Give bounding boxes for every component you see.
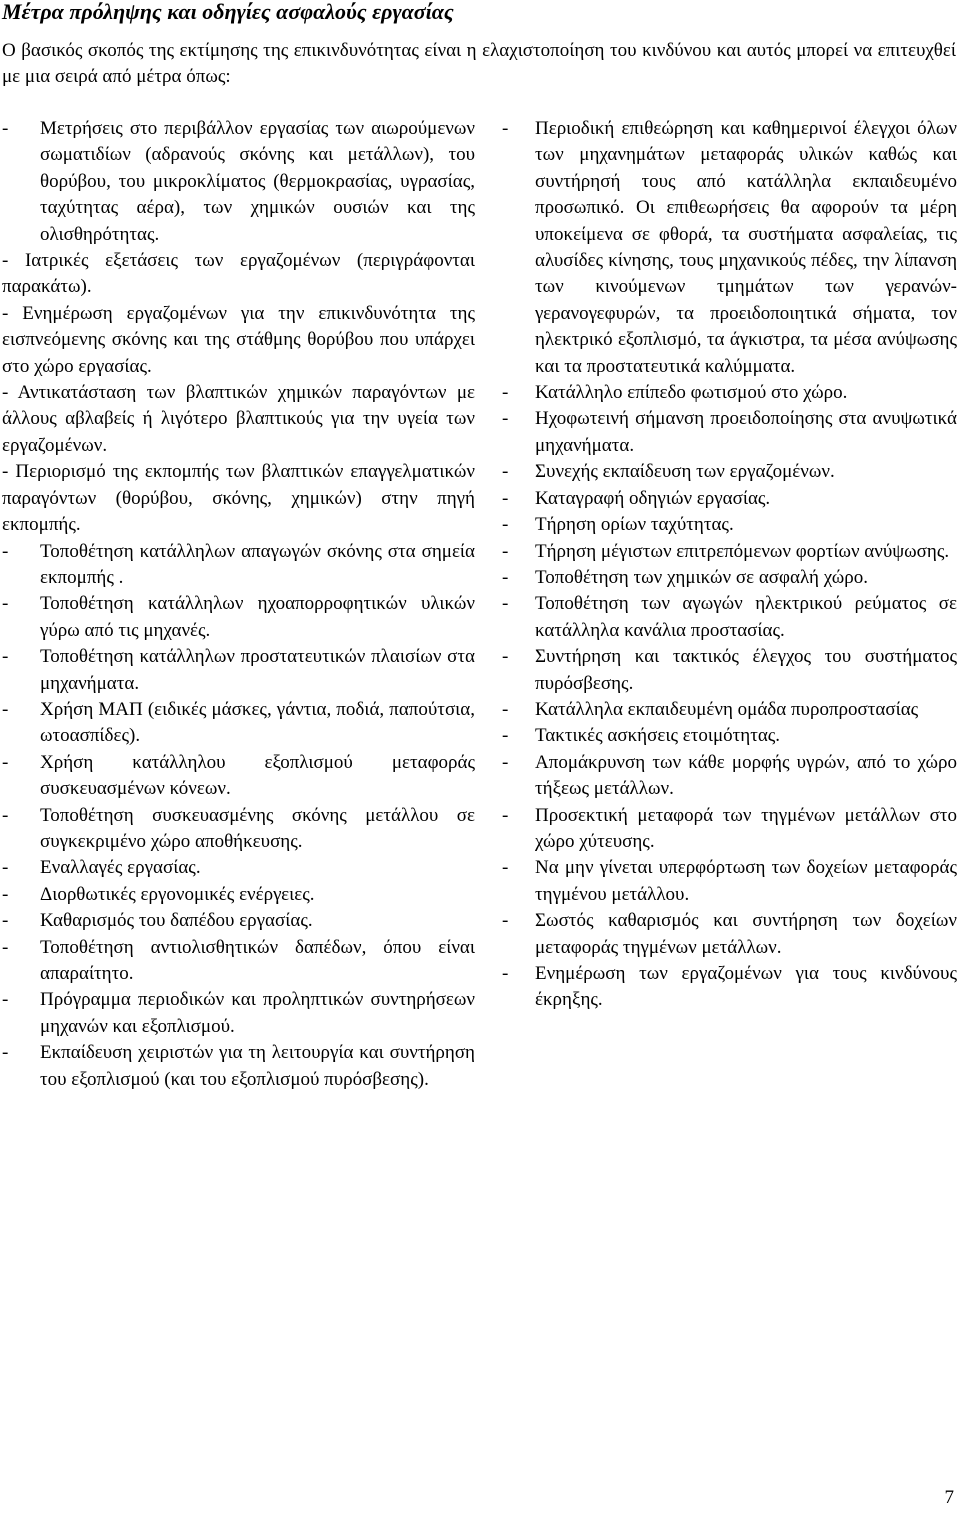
list-item-text: Μετρήσεις στο περιβάλλον εργασίας των αιωρούμενων σωματιδίων (αδρανούς σκόνης και μετάλλων), του θορύβου, του μικροκλίματος (θερμοκρασίας, υγρασίας, ταχύτητας αέρα), των χημικών ουσιών και της ολισθηρότητας. xyxy=(40,118,475,245)
list-item xyxy=(2,697,475,750)
list-item-text: - Περιορισμό της εκπομπής των βλαπτικών επαγγελματικών παραγόντων (θορύβου, σκόνης, χημικών) στην πηγή εκπομπής. xyxy=(2,461,475,536)
list-item xyxy=(502,697,957,723)
list-item-dash: - xyxy=(2,857,9,879)
list-item-dash: - xyxy=(2,118,9,139)
list-item-dash: - xyxy=(502,804,509,826)
list-item-text: Τήρηση μέγιστων επιτρεπόμενων φορτίων ανύψωσης. xyxy=(535,540,950,562)
list-item-text: - Ιατρικές εξετάσεις των εργαζομένων (περιγράφονται παρακάτω). xyxy=(2,250,475,298)
list-item xyxy=(502,803,957,856)
list-item xyxy=(2,539,475,592)
list-item xyxy=(502,855,957,908)
list-item-text: Τοποθέτηση αντιολισθητικών δαπέδων, όπου είναι απαραίτητο. xyxy=(40,936,475,984)
list-item-dash: - xyxy=(502,408,509,430)
list-item-dash: - xyxy=(502,487,509,509)
list-item-dash: - xyxy=(2,910,9,932)
list-item xyxy=(502,750,957,803)
list-item-dash: - xyxy=(2,936,9,958)
list-item-text: Τήρηση ορίων ταχύτητας. xyxy=(535,514,734,536)
list-item xyxy=(2,1040,475,1093)
list-item-text: Κατάλληλα εκπαιδευμένη ομάδα πυροπροστασίας xyxy=(535,698,919,720)
list-item xyxy=(2,116,475,248)
list-item xyxy=(502,406,957,459)
list-item-text: Εναλλαγές εργασίας. xyxy=(40,857,201,879)
list-item xyxy=(2,644,475,697)
list-item-dash: - xyxy=(502,514,509,536)
list-item-text: Χρήση ΜΑΠ (ειδικές μάσκες, γάντια, ποδιά, παπούτσια, ωτοασπίδες). xyxy=(40,698,475,747)
list-item-text: Σωστός καθαρισμός και συντήρηση των δοχείων μεταφοράς τηγμένων μετάλλων. xyxy=(535,910,957,958)
list-item-dash: - xyxy=(502,382,509,404)
list-item-dash: - xyxy=(2,989,9,1011)
list-item-text: Συνεχής εκπαίδευση των εργαζομένων. xyxy=(535,461,835,483)
list-item xyxy=(502,512,957,538)
list-item-dash: - xyxy=(502,725,509,747)
list-item-text: Τοποθέτηση κατάλληλων ηχοαπορροφητικών υλικών γύρω από τις μηχανές. xyxy=(40,593,475,641)
list-item-text: Να μην γίνεται υπερφόρτωση των δοχείων μεταφοράς τηγμένου μετάλλου. xyxy=(535,857,957,905)
right-measures-list xyxy=(502,116,957,1014)
list-item-dash: - xyxy=(502,593,509,615)
list-item-dash: - xyxy=(2,540,9,562)
list-item-dash: - xyxy=(502,646,509,668)
left-measures-list xyxy=(2,116,475,1093)
list-item xyxy=(2,301,475,380)
list-item-text: Συντήρηση και τακτικός έλεγχος του συστήματος πυρόσβεσης. xyxy=(535,646,957,694)
list-item-text: Εκπαίδευση χειριστών για τη λειτουργία και συντήρηση του εξοπλισμού (και του εξοπλισμού πυρόσβεσης). xyxy=(40,1042,475,1090)
list-item-dash: - xyxy=(502,698,509,720)
list-item-dash: - xyxy=(2,698,9,720)
list-item xyxy=(2,750,475,803)
list-item xyxy=(2,803,475,856)
list-item-text: Απομάκρυνση των κάθε μορφής υγρών, από το χώρο τήξεως μετάλλων. xyxy=(535,751,957,800)
list-item-text: Προσεκτική μεταφορά των τηγμένων μετάλλων στο χώρο χύτευσης. xyxy=(535,804,957,852)
list-item-dash: - xyxy=(2,751,9,773)
list-item-text: Διορθωτικές εργονομικές ενέργειες. xyxy=(40,883,315,905)
list-item xyxy=(2,855,475,881)
list-item-dash: - xyxy=(502,751,509,773)
list-item xyxy=(502,486,957,512)
list-item-dash: - xyxy=(2,1042,9,1064)
list-item-dash: - xyxy=(2,593,9,615)
list-item-text: Χρήση κατάλληλου εξοπλισμού μεταφοράς συσκευασμένων κόνεων. xyxy=(40,751,475,800)
list-item-dash: - xyxy=(502,566,509,588)
list-item-text: - Ενημέρωση εργαζομένων για την επικινδυνότητα της εισπνεόμενης σκόνης και της στάθμης θορύβου που υπάρχει στο χώρο εργασίας. xyxy=(2,302,475,377)
list-item-text: Τοποθέτηση των αγωγών ηλεκτρικού ρεύματος σε κατάλληλα κανάλια προστασίας. xyxy=(535,593,957,641)
list-item-text: Τοποθέτηση των χημικών σε ασφαλή χώρο. xyxy=(535,566,868,588)
list-item xyxy=(502,380,957,406)
list-item xyxy=(502,539,957,565)
list-item xyxy=(502,961,957,1014)
list-item xyxy=(502,459,957,485)
list-item-dash: - xyxy=(2,804,9,826)
intro-paragraph: Ο βασικός σκοπός της εκτίμησης της επικινδυνότητας είναι η ελαχιστοποίηση του κινδύνου και αυτός μπορεί να επιτευχθεί με μια σειρά από μέτρα όπως: xyxy=(2,40,956,88)
list-item-dash: - xyxy=(2,883,9,905)
list-item xyxy=(502,591,957,644)
list-item xyxy=(502,644,957,697)
list-item-text: Καταγραφή οδηγιών εργασίας. xyxy=(535,487,771,509)
list-item xyxy=(502,908,957,961)
list-item-text: Τοποθέτηση κατάλληλων απαγωγών σκόνης στα σημεία εκπομπής . xyxy=(40,540,475,588)
list-item-text: Περιοδική επιθεώρηση και καθημερινοί έλεγχοι όλων των μηχανημάτων μεταφοράς υλικών καθώς και συντήρησή τους από κατάλληλα εκπαιδευμένο προσωπικό. Οι επιθεωρήσεις θα αφορούν τα μέρη υποκείμενα σε φθορά, τα συστήματα ασφαλείας, τις αλυσίδες κίνησης, τους μηχανικούς πέδες, την λίπανση των κινούμενων τμημάτων των γερανών-γερανογεφυρών, τα προειδοποιητικά σήματα, τον ηλεκτρικό εξοπλισμό, τα άγκιστρα, τα μέσα ανύψωσης και τα προστατευτικά καλύμματα. xyxy=(535,118,957,377)
list-item xyxy=(502,565,957,591)
list-item-text: Τοποθέτηση συσκευασμένης σκόνης μετάλλου σε συγκεκριμένο χώρο αποθήκευσης. xyxy=(40,804,475,852)
list-item xyxy=(2,908,475,934)
list-item-dash: - xyxy=(502,963,509,984)
page-number: 7 xyxy=(944,1487,954,1508)
list-item-text: Ενημέρωση των εργαζομένων για τους κινδύνους έκρηξης. xyxy=(535,963,957,1011)
list-item-dash: - xyxy=(502,461,509,483)
list-item xyxy=(2,987,475,1040)
list-item-dash: - xyxy=(502,910,509,932)
list-item xyxy=(502,116,957,380)
list-item xyxy=(2,380,475,459)
list-item-text: Ηχοφωτεινή σήμανση προειδοποίησης στα ανυψωτικά μηχανήματα. xyxy=(535,408,957,456)
list-item xyxy=(2,591,475,644)
list-item-text: Τοποθέτηση κατάλληλων προστατευτικών πλαισίων στα μηχανήματα. xyxy=(40,646,475,694)
list-item-text: Πρόγραμμα περιοδικών και προληπτικών συντηρήσεων μηχανών και εξοπλισμού. xyxy=(40,989,475,1037)
list-item xyxy=(502,723,957,749)
page-heading: Μέτρα πρόληψης και οδηγίες ασφαλούς εργασίας xyxy=(2,0,454,24)
list-item-text: Καθαρισμός του δαπέδου εργασίας. xyxy=(40,910,313,932)
list-item-text: Κατάλληλο επίπεδο φωτισμού στο χώρο. xyxy=(535,382,848,404)
list-item-dash: - xyxy=(502,857,509,879)
list-item xyxy=(2,935,475,988)
list-item-text: Τακτικές ασκήσεις ετοιμότητας. xyxy=(535,725,781,747)
list-item-dash: - xyxy=(2,646,9,668)
list-item xyxy=(2,459,475,538)
list-item-text: - Αντικατάσταση των βλαπτικών χημικών παραγόντων με άλλους αβλαβείς ή λιγότερο βλαπτικούς για την υγεία των εργαζομένων. xyxy=(2,382,475,456)
list-item xyxy=(2,882,475,908)
list-item-dash: - xyxy=(502,540,509,562)
list-item xyxy=(2,248,475,301)
list-item-dash: - xyxy=(502,118,509,139)
